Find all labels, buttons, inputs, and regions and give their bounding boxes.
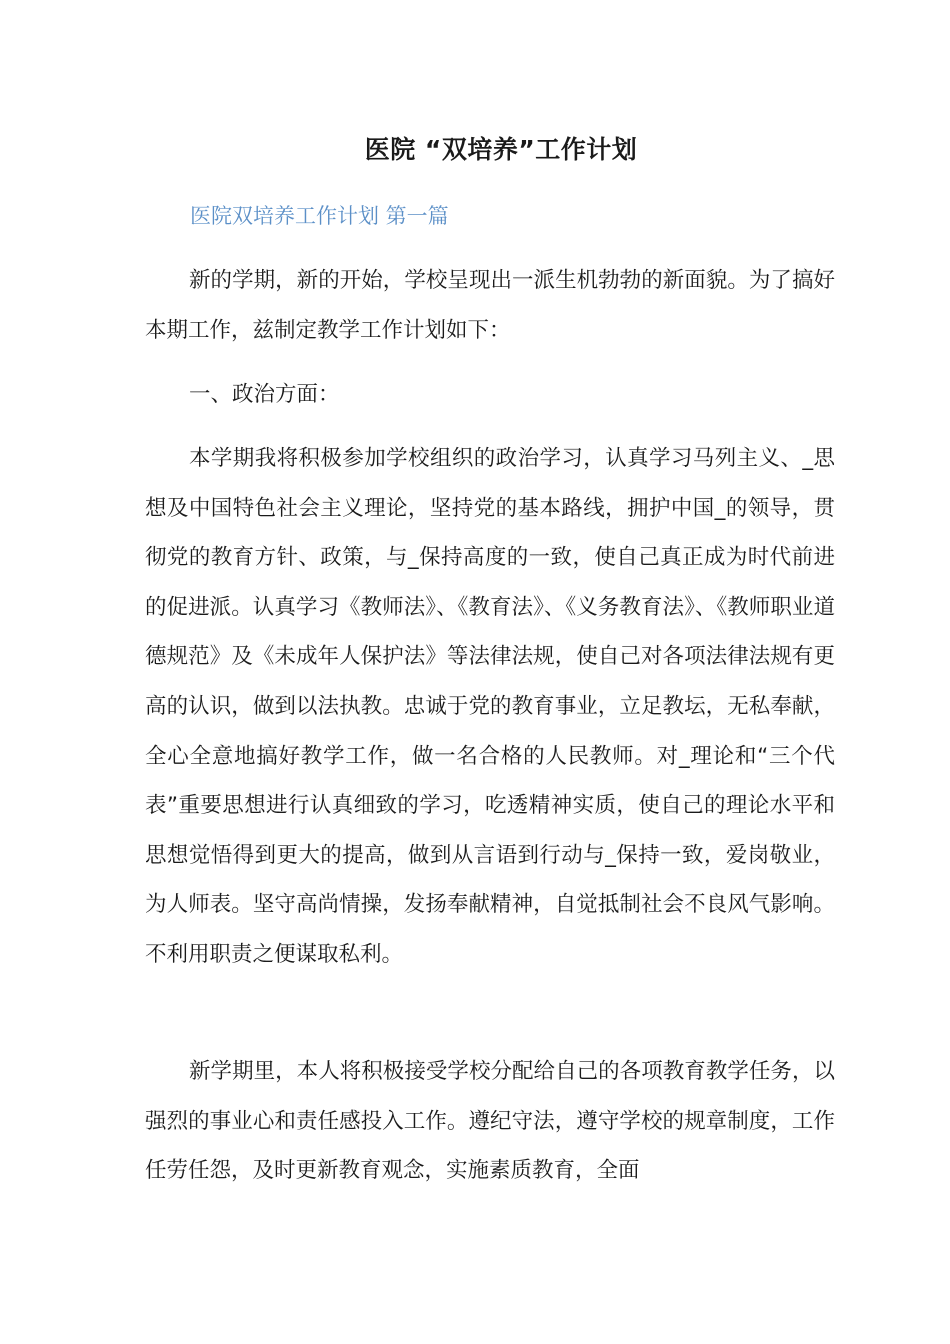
paragraph-intro: 新的学期，新的开始，学校呈现出一派生机勃勃的新面貌。为了搞好本期工作，兹制定教学工作计划如下：: [145, 268, 835, 343]
section-heading-politics: 一、政治方面：: [189, 382, 340, 407]
paragraph-new-semester: 新学期里，本人将积极接受学校分配给自己的各项教育教学任务，以强烈的事业心和责任感投入工作。遵纪守法，遵守学校的规章制度，工作任劳任怨，及时更新教育观念，实施素质教育，全面: [145, 1059, 835, 1184]
paragraph-politics: 本学期我将积极参加学校组织的政治学习，认真学习马列主义、_思想及中国特色社会主义理论，坚持党的基本路线，拥护中国_的领导，贯彻党的教育方针、政策，与_保持高度的一致，使自己真正成为时代前进的促进派。认真学习《教师法》、《教育法》、《义务教育法》、《教师职业道德规范》及《未成年人保护法》等法律法规，使自己对各项法律法规有更高的认识，做到以法执教。忠诚于党的教育事业，立足教坛，无私奉献，全心全意地搞好教学工作，做一名合格的人民教师。对_理论和“三个代表”重要思想进行认真细致的学习，吃透精神实质，使自己的理论水平和思想觉悟得到更大的提高，做到从言语到行动与_保持一致，爱岗敬业，为人师表。坚守高尚情操，发扬奉献精神，自觉抵制社会不良风气影响。不利用职责之便谋取私利。: [145, 446, 835, 967]
document-title: 医院 “双培养”工作计划: [364, 135, 638, 164]
document-subtitle: 医院双培养工作计划 第一篇: [190, 204, 449, 228]
